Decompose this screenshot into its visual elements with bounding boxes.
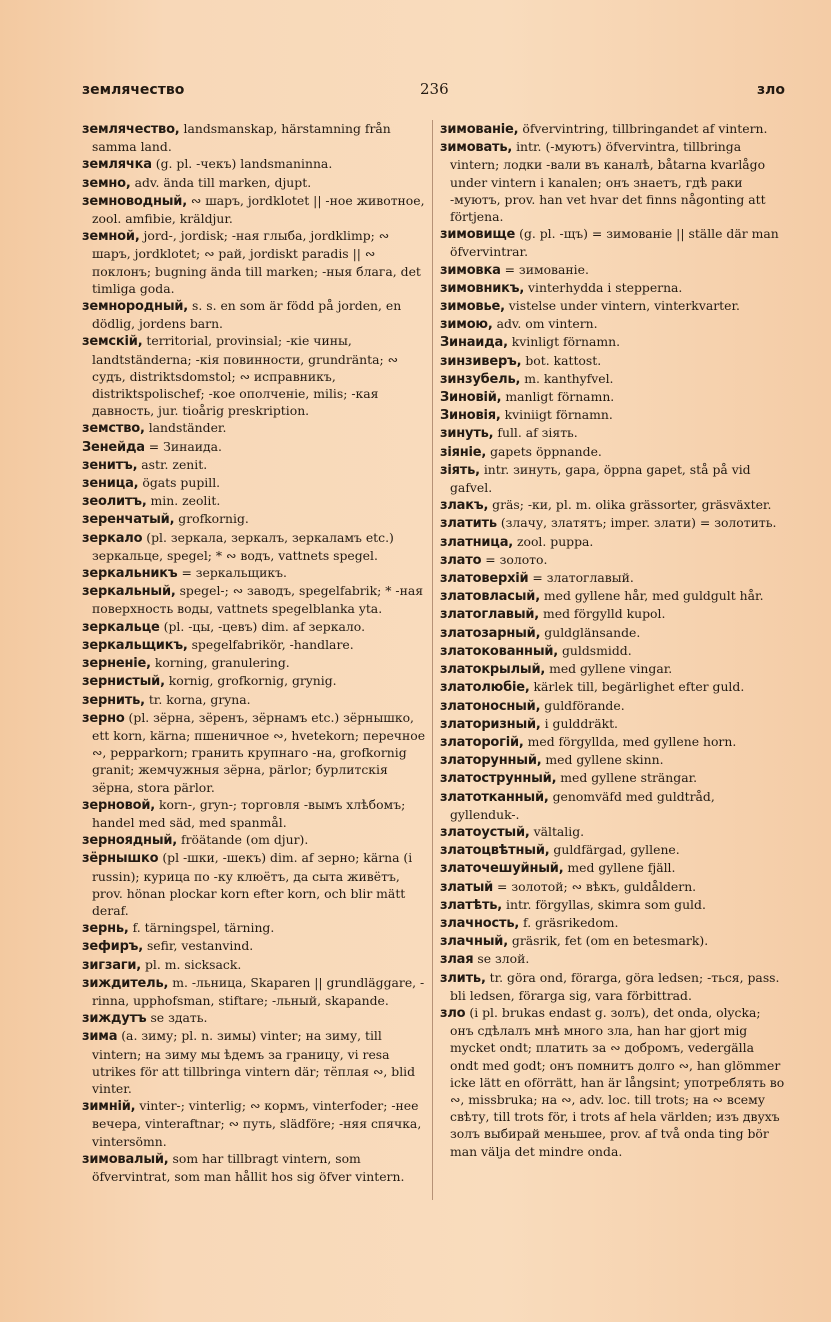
dictionary-entry: [82, 155, 426, 173]
dictionary-entry: [440, 138, 785, 225]
entry-headword: зимою,: [440, 317, 493, 333]
dictionary-entry: [82, 332, 426, 419]
dictionary-entry: [440, 533, 785, 551]
entry-definition: kvinligt förnamn.: [511, 334, 621, 350]
entry-headword: злато: [440, 552, 482, 568]
dictionary-entry: [82, 937, 426, 955]
entry-headword: землячка: [82, 157, 152, 173]
dictionary-entry: [440, 624, 785, 642]
entry-headword: зерненіе,: [82, 656, 151, 672]
entry-headword: зеолитъ,: [82, 494, 147, 510]
entry-headword: златострунный,: [440, 771, 557, 787]
entry-definition: i gulddräkt.: [544, 715, 619, 731]
entry-definition: (a. зиму; pl. n. зимы) vinter; на зиму, till vintern; на зиму мы ѣдемъ за границу, vi resa utrikes för att tillbringa vintern där; тёплая ∾, blid vinter.: [92, 1028, 416, 1096]
dictionary-entry: [440, 424, 785, 442]
entry-headword: зимовалый,: [82, 1151, 169, 1167]
dictionary-entry: [82, 438, 426, 456]
entry-definition: m. kanthyfvel.: [524, 370, 614, 386]
entry-definition: f. tärningspel, tärning.: [132, 920, 275, 936]
dictionary-entry: [82, 1009, 426, 1027]
entry-definition: = золотой; ∾ вѣкъ, guldåldern.: [497, 878, 697, 894]
entry-headword: земскій,: [82, 334, 143, 350]
entry-definition: = златоглавый.: [532, 570, 634, 586]
entry-definition: tr. korna, gryna.: [148, 691, 251, 707]
dictionary-entry: [82, 419, 426, 437]
entry-definition: med gyllene strängar.: [560, 770, 698, 786]
dictionary-entry: [82, 297, 426, 332]
entry-definition: som har tillbragt vintern, som öfvervintrat, som man hållit hos sig öfver vintern.: [92, 1150, 405, 1184]
entry-definition: ∾ шаръ, jordklotet || -ное животное, zool. amfibie, kräldjur.: [92, 192, 425, 227]
entry-definition: med förgyllda, med gyllene horn.: [527, 733, 737, 749]
entry-headword: злакъ,: [440, 498, 489, 514]
entry-headword: зиждитель,: [82, 975, 169, 991]
entry-definition: = Зинаида.: [148, 438, 222, 454]
dictionary-entry: [82, 796, 426, 831]
dictionary-entry: [440, 733, 785, 751]
column-divider: [432, 120, 433, 1200]
dictionary-entry: [440, 859, 785, 877]
dictionary-entry: [440, 297, 785, 315]
dictionary-entry: [440, 950, 785, 968]
page-number: 236: [420, 80, 449, 98]
dictionary-entry: [82, 636, 426, 654]
entry-definition: guldförande.: [544, 697, 625, 713]
dictionary-entry: [440, 514, 785, 532]
dictionary-entry: [82, 456, 426, 474]
dictionary-entry: [82, 1150, 426, 1185]
dictionary-entry: [440, 878, 785, 896]
entry-definition: (pl -шки, -шекъ) dim. af зерно; kärna (i russin); курица по -ку клюётъ, да сыта живётъ, prov. hönan plockar korn efter korn, och blir mätt deraf.: [92, 850, 413, 918]
dictionary-entry: [440, 370, 785, 388]
entry-definition: pl. m. sicksack.: [144, 956, 242, 972]
entry-definition: ögats pupill.: [142, 475, 221, 491]
dictionary-entry: [440, 587, 785, 605]
entry-definition: gräs; -ки, pl. m. olika grässorter, gräsväxter.: [492, 497, 772, 513]
entry-definition: adv. ända till marken, djupt.: [134, 174, 312, 190]
entry-headword: зіять,: [440, 462, 480, 478]
entry-definition: (g. pl. -чекъ) landsmaninna.: [155, 156, 333, 172]
entry-definition: s. s. en som är född på jorden, en dödlig, jordens barn.: [92, 298, 402, 332]
entry-definition: spegelfabrikör, -handlare.: [191, 636, 354, 652]
entry-headword: зинзубель,: [440, 371, 521, 387]
dictionary-entry: [440, 823, 785, 841]
dictionary-entry: [82, 492, 426, 510]
running-head-left: землячество: [82, 82, 185, 98]
dictionary-entry: [82, 227, 426, 297]
entry-headword: зинзиверъ,: [440, 353, 522, 369]
dictionary-entry: [440, 261, 785, 279]
left-column: [82, 120, 426, 1185]
dictionary-entry: [440, 225, 785, 260]
entry-definition: öfvervintring, tillbringandet af vintern.: [522, 121, 768, 136]
dictionary-entry: [82, 510, 426, 528]
entry-headword: златочешуйный,: [440, 861, 564, 877]
entry-definition: intr. (-муютъ) öfvervintra, tillbringa vintern; лодки -вали въ каналѣ, båtarna kvarlågo under vintern i kanalen; онъ знаетъ, гдѣ раки -муютъ, prov. han vet hvar det finns någonting att förtjena.: [450, 139, 766, 225]
dictionary-entry: [440, 605, 785, 623]
dictionary-entry: [82, 474, 426, 492]
dictionary-entry: [82, 120, 426, 155]
entry-definition: vinter-; vinterlig; ∾ кормъ, vinterfoder; -нее вечера, vinteraftnar; ∾ путь, slädföre; -няя спячка, vintersömn.: [92, 1098, 422, 1149]
entry-definition: full. af зіять.: [497, 425, 578, 441]
entry-headword: златоустый,: [440, 824, 530, 840]
entry-headword: злить,: [440, 970, 486, 986]
entry-definition: = зеркальщикъ.: [181, 565, 287, 581]
entry-definition: med gyllene hår, med guldgult hår.: [543, 588, 764, 604]
entry-definition: kärlek till, begärlighet efter guld.: [533, 679, 745, 695]
running-head-right: зло: [756, 82, 785, 98]
entry-headword: златотканный,: [440, 789, 549, 805]
dictionary-entry: [440, 841, 785, 859]
entry-headword: зло: [440, 1005, 466, 1021]
entry-headword: зимовка: [440, 262, 501, 278]
entry-definition: vältalig.: [533, 823, 585, 839]
dictionary-entry: [82, 174, 426, 192]
entry-headword: зернь,: [82, 921, 129, 937]
dictionary-entry: [440, 315, 785, 333]
entry-definition: landsmanskap, härstamning från samma land.: [92, 121, 391, 155]
entry-headword: златолюбіе,: [440, 680, 530, 696]
entry-definition: gräsrik, fet (om en betesmark).: [511, 933, 709, 949]
entry-headword: Зинаида,: [440, 335, 508, 351]
entry-definition: m. -льница, Skaparen || grundläggare, -rinna, upphofsman, stiftare; -льный, skapande.: [92, 974, 425, 1008]
entry-headword: зёрнышко: [82, 851, 159, 867]
entry-definition: genomväfd med guldtråd, gyllenduk-.: [450, 788, 715, 822]
entry-headword: златить: [440, 516, 497, 532]
entry-headword: зіяніе,: [440, 444, 487, 460]
dictionary-entry: [440, 914, 785, 932]
entry-headword: златокрылый,: [440, 662, 546, 678]
dictionary-entry: [82, 919, 426, 937]
entry-definition: (pl. -цы, -цевъ) dim. af зеркало.: [163, 618, 366, 634]
dictionary-entry: [82, 192, 426, 227]
dictionary-entry: [440, 120, 785, 138]
entry-definition: vinterhydda i stepperna.: [528, 279, 683, 295]
dictionary-entry: [440, 496, 785, 514]
entry-headword: зеркальщикъ,: [82, 637, 188, 653]
entry-definition: jord-, jordisk; -ная глыба, jordklimp; ∾ шаръ, jordklotet; ∾ рай, jordiskt paradis || ∾ поклонъ; bugning ända till marken; -ныя блага, det timliga goda.: [92, 228, 421, 296]
entry-definition: = золото.: [485, 551, 548, 567]
dictionary-entry: [82, 831, 426, 849]
dictionary-entry: [440, 660, 785, 678]
entry-headword: Зенейда: [82, 439, 145, 455]
entry-headword: зеркальный,: [82, 584, 176, 600]
entry-definition: manligt förnamn.: [505, 389, 615, 405]
entry-definition: spegel-; ∾ заводъ, spegelfabrik; * -ная поверхность воды, vattnets spegelblanka yta.: [92, 583, 424, 617]
entry-headword: зефиръ,: [82, 939, 143, 955]
dictionary-entry: [440, 461, 785, 496]
entry-headword: зеркало: [82, 530, 143, 546]
dictionary-entry: [82, 672, 426, 690]
entry-headword: зеница,: [82, 476, 139, 492]
entry-headword: зимовище: [440, 227, 516, 243]
page-header: [82, 82, 785, 104]
dictionary-entry: [440, 352, 785, 370]
entry-headword: златоглавый,: [440, 607, 540, 623]
dictionary-entry: [440, 279, 785, 297]
dictionary-entry: [440, 551, 785, 569]
dictionary-entry: [440, 769, 785, 787]
dictionary-entry: [82, 691, 426, 709]
dictionary-entry: [82, 1097, 426, 1150]
entry-headword: зигзаги,: [82, 957, 142, 973]
dictionary-entry: [82, 956, 426, 974]
entry-definition: min. zeolit.: [150, 493, 221, 509]
dictionary-entry: [440, 569, 785, 587]
entry-headword: златокованный,: [440, 643, 559, 659]
entry-definition: fröätande (om djur).: [180, 832, 309, 848]
entry-headword: зимній,: [82, 1099, 136, 1115]
entry-definition: landständer.: [148, 420, 227, 436]
entry-headword: златорогій,: [440, 734, 524, 750]
entry-headword: зимовать,: [440, 140, 513, 156]
entry-headword: зернить,: [82, 692, 145, 708]
entry-headword: златозарный,: [440, 625, 541, 641]
dictionary-entry: [82, 709, 426, 796]
entry-definition: med förgylld kupol.: [542, 606, 666, 622]
dictionary-entry: [440, 697, 785, 715]
dictionary-entry: [440, 406, 785, 424]
entry-headword: златница,: [440, 534, 514, 550]
entry-definition: korning, granulering.: [154, 655, 290, 671]
entry-headword: златоризный,: [440, 716, 541, 732]
entry-headword: зимовье,: [440, 299, 505, 315]
dictionary-entry: [82, 654, 426, 672]
dictionary-entry: [440, 896, 785, 914]
entry-headword: златѣть,: [440, 897, 503, 913]
entry-headword: зимовникъ,: [440, 280, 525, 296]
dictionary-entry: [82, 974, 426, 1009]
entry-definition: (i pl. brukas endast g. золъ), det onda, olycka; онъ сдѣлалъ мнѣ много зла, han har gjort mig mycket ondt; платить за ∾ добромъ, vedergälla ondt med godt; онъ помнитъ долго ∾, han glömmer icke lätt en oförrätt, han är långsint; употреблять во ∾, missbruka; на ∾, adv. loc. till trots; на ∾ всему свѣту, till trots för, i trots af hela världen; изъ двухъ золъ выбирай меньшее, prov. af två onda ting bör man välja det mindre onda.: [450, 1004, 785, 1159]
entry-definition: (g. pl. -щъ) = зимованіе || ställe där man öfvervintrar.: [450, 226, 779, 260]
entry-headword: зинуть,: [440, 426, 494, 442]
entry-definition: (pl. зеркала, зеркалъ, зеркаламъ etc.) зеркальце, spegel; * ∾ водъ, vattnets spegel.: [92, 529, 394, 563]
entry-definition: sefir, vestanvind.: [146, 938, 254, 954]
entry-definition: guldfärgad, gyllene.: [553, 842, 680, 858]
entry-headword: земство,: [82, 421, 145, 437]
entry-headword: землячество,: [82, 122, 180, 137]
dictionary-entry: [440, 969, 785, 1004]
entry-definition: se злой.: [477, 951, 530, 967]
entry-headword: зенитъ,: [82, 457, 138, 473]
entry-definition: guldsmidd.: [562, 642, 632, 658]
entry-headword: зерно: [82, 710, 125, 726]
dictionary-entry: [440, 1004, 785, 1160]
entry-headword: земнородный,: [82, 299, 189, 315]
entry-headword: земной,: [82, 229, 140, 245]
entry-headword: злачность,: [440, 915, 520, 931]
entry-headword: златый: [440, 879, 494, 895]
dictionary-entry: [82, 849, 426, 919]
entry-headword: злая: [440, 952, 474, 968]
entry-definition: kornig, grofkornig, grynig.: [168, 673, 337, 689]
right-column: [440, 120, 785, 1160]
entry-definition: intr. förgyllas, skimra som guld.: [506, 896, 706, 912]
dictionary-entry: [440, 678, 785, 696]
dictionary-entry: [82, 618, 426, 636]
entry-headword: зеренчатый,: [82, 512, 175, 528]
entry-headword: златоцвѣтный,: [440, 843, 550, 859]
dictionary-entry: [440, 751, 785, 769]
entry-definition: (злачу, златятъ; imper. злати) = золотить.: [500, 515, 777, 531]
entry-headword: зиждутъ: [82, 1011, 147, 1027]
entry-headword: зернистый,: [82, 674, 165, 690]
entry-headword: зима: [82, 1029, 118, 1045]
entry-headword: Зиновій,: [440, 390, 502, 406]
entry-definition: guldglänsande.: [544, 624, 641, 640]
entry-definition: f. gräsrikedom.: [523, 914, 619, 930]
dictionary-entry: [440, 642, 785, 660]
entry-definition: med gyllene vingar.: [549, 661, 673, 677]
entry-definition: bot. kattost.: [525, 352, 602, 368]
dictionary-entry: [440, 932, 785, 950]
entry-definition: adv. om vintern.: [496, 316, 598, 332]
entry-definition: (pl. зёрна, зёренъ, зёрнамъ etc.) зёрнышко, ett korn, kärna; пшеничное ∾, hvetekorn; перечное ∾, pepparkorn; гранить крупнаго -на, grofkornig granit; жемчужныя зёрна, pärlor; бурлитскія зёрна, stora pärlor.: [92, 709, 426, 795]
entry-definition: med gyllene skinn.: [545, 752, 664, 768]
dictionary-entry: [440, 788, 785, 823]
dictionary-entry: [82, 1027, 426, 1097]
entry-definition: intr. зинуть, gapa, öppna gapet, stå på vid gafvel.: [450, 461, 751, 496]
entry-headword: зимованіе,: [440, 122, 519, 137]
entry-headword: зеркальце: [82, 619, 160, 635]
entry-definition: grofkornig.: [178, 511, 249, 527]
entry-headword: златовласый,: [440, 589, 540, 605]
entry-definition: korn-, gryn-; торговля -вымъ хлѣбомъ; handel med säd, med spanmål.: [92, 796, 406, 830]
dictionary-entry: [440, 715, 785, 733]
entry-headword: земно,: [82, 175, 131, 191]
entry-headword: зерновой,: [82, 797, 155, 813]
entry-headword: земноводный,: [82, 193, 187, 209]
entry-headword: златоверхій: [440, 571, 529, 587]
dictionary-entry: [440, 333, 785, 351]
dictionary-entry: [82, 529, 426, 564]
entry-headword: Зиновія,: [440, 408, 501, 424]
entry-headword: златоносный,: [440, 698, 541, 714]
entry-definition: kviniigt förnamn.: [504, 407, 613, 423]
entry-definition: gapets öppnande.: [490, 443, 602, 459]
entry-definition: se здать.: [150, 1010, 208, 1026]
entry-headword: златорунный,: [440, 753, 542, 769]
entry-headword: злачный,: [440, 934, 508, 950]
dictionary-entry: [440, 388, 785, 406]
entry-headword: зеркальникъ: [82, 566, 178, 582]
dictionary-entry: [82, 564, 426, 582]
entry-definition: territorial, provinsial; -кіе чины, landtständerna; -кія повинности, grundränta; ∾ судъ, distriktsdomstol; ∾ исправникъ, distriktspolischef; -кое ополченіе, milis; -кая давность, jur. tioårig preskription.: [92, 333, 399, 419]
entry-definition: vistelse under vintern, vinterkvarter.: [508, 298, 740, 314]
entry-definition: tr. göra ond, förarga, göra ledsen; -ться, pass. bli ledsen, förarga sig, vara förbittrad.: [450, 969, 780, 1003]
dictionary-entry: [440, 443, 785, 461]
entry-definition: = зимованіе.: [504, 261, 589, 277]
entry-definition: med gyllene fjäll.: [567, 860, 676, 876]
entry-headword: зерноядный,: [82, 833, 178, 849]
entry-definition: zool. puppa.: [516, 533, 594, 549]
entry-definition: astr. zenit.: [141, 456, 208, 472]
dictionary-entry: [82, 582, 426, 617]
